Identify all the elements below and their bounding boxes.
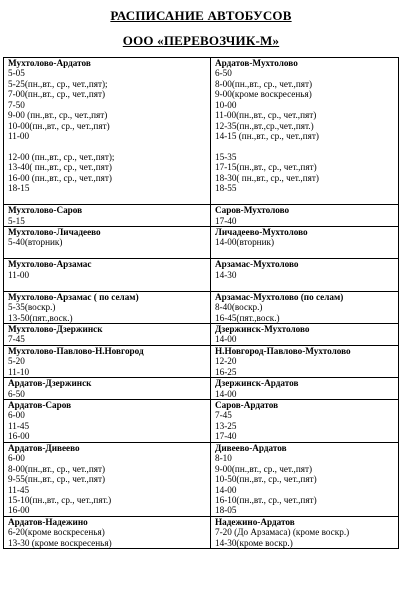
outbound-route-cell bbox=[4, 345, 211, 377]
outbound-route-cell bbox=[4, 291, 211, 323]
route-name: Ардатов-Саров bbox=[8, 400, 72, 410]
departure-time: 11-10 bbox=[8, 366, 30, 377]
route-name: Ардатов-Дивеево bbox=[8, 442, 80, 453]
route-name: Мухтолово-Павлово-Н.Новгород bbox=[8, 345, 144, 356]
route-name: Надежино-Ардатов bbox=[215, 516, 295, 527]
route-name: Дивеево-Ардатов bbox=[215, 442, 287, 453]
departure-time bbox=[8, 142, 210, 152]
departure-time: 18-55 bbox=[215, 183, 237, 194]
departure-time: 10-50(пн.,вт., ср., чет.,пят) bbox=[215, 474, 317, 485]
departure-time: 11-45 bbox=[8, 420, 30, 431]
departure-time: 6-00 bbox=[8, 410, 25, 421]
route-name: Личадеево-Мухтолово bbox=[215, 227, 308, 237]
route-name: Мухтолово-Дзержинск bbox=[8, 323, 103, 334]
route-name: Дзержинск-Ардатов bbox=[215, 378, 299, 389]
departure-time: 7-45 bbox=[215, 410, 232, 421]
return-route-cell bbox=[211, 205, 399, 227]
departure-time: 8-40(воскр.) bbox=[215, 302, 263, 313]
departure-time bbox=[8, 280, 210, 290]
route-row bbox=[4, 442, 399, 516]
route-row bbox=[4, 378, 399, 400]
departure-time bbox=[8, 248, 210, 258]
departure-time: 9-00(пн.,вт., ср., чет.,пят) bbox=[215, 463, 313, 474]
route-row bbox=[4, 205, 399, 227]
departure-time: 6-20(кроме воскресенья) bbox=[8, 527, 105, 538]
departure-time: 18-30( пн.,вт., ср., чет.,пят) bbox=[215, 172, 319, 183]
departure-time: 11-00 bbox=[8, 131, 30, 142]
departure-time: 11-00 bbox=[8, 269, 30, 280]
departure-time bbox=[215, 248, 398, 258]
departure-time: 6-50 bbox=[215, 68, 232, 79]
departure-time: 14-30(кроме воскр.) bbox=[215, 537, 293, 548]
departure-time: 17-40 bbox=[215, 431, 237, 442]
departure-time: 12-20 bbox=[215, 356, 237, 367]
departure-time: 14-00 bbox=[215, 484, 237, 495]
outbound-route-cell bbox=[4, 323, 211, 345]
route-row bbox=[4, 227, 399, 259]
departure-time: 18-15 bbox=[8, 183, 30, 194]
departure-time bbox=[215, 142, 398, 152]
outbound-route-cell bbox=[4, 378, 211, 400]
departure-time: 10-00(пн.,вт., ср., чет.,пят) bbox=[8, 120, 110, 131]
departure-time: 13-40( пн.,вт., ср., чет.,пят) bbox=[8, 162, 112, 173]
departure-time: 7-45 bbox=[8, 334, 25, 345]
departure-time: 5-35(воскр.) bbox=[8, 302, 56, 313]
departure-time: 6-00 bbox=[8, 453, 25, 464]
departure-time: 14-00 bbox=[215, 388, 237, 399]
route-name: Н.Новгород-Павлово-Мухтолово bbox=[215, 345, 351, 356]
departure-time: 14-30 bbox=[215, 269, 237, 280]
return-route-cell bbox=[211, 58, 399, 205]
schedule-title: РАСПИСАНИЕ АВТОБУСОВ bbox=[110, 8, 292, 23]
outbound-route-cell bbox=[4, 400, 211, 443]
route-row bbox=[4, 58, 399, 205]
departure-time: 13-25 bbox=[215, 420, 237, 431]
route-row bbox=[4, 259, 399, 291]
departure-time bbox=[215, 280, 398, 290]
return-route-cell bbox=[211, 227, 399, 259]
departure-time: 16-00 (пн.,вт., ср., чет.,пят) bbox=[8, 172, 112, 183]
return-route-cell bbox=[211, 400, 399, 443]
route-name: Мухтолово-Ардатов bbox=[8, 58, 91, 68]
return-route-cell bbox=[211, 323, 399, 345]
outbound-route-cell bbox=[4, 58, 211, 205]
departure-time: 13-50(пят.,воск.) bbox=[8, 312, 73, 323]
route-name: Арзамас-Мухтолово (по селам) bbox=[215, 291, 344, 302]
departure-time bbox=[215, 194, 398, 204]
departure-time: 16-25 bbox=[215, 366, 237, 377]
outbound-route-cell bbox=[4, 259, 211, 291]
departure-time: 8-10 bbox=[215, 453, 232, 464]
route-name: Саров-Мухтолово bbox=[215, 205, 290, 216]
departure-time: 13-30 (кроме воскресенья) bbox=[8, 537, 112, 548]
departure-time bbox=[8, 194, 210, 204]
return-route-cell bbox=[211, 516, 399, 548]
route-row bbox=[4, 345, 399, 377]
return-route-cell bbox=[211, 259, 399, 291]
schedule-table bbox=[3, 57, 399, 549]
route-row bbox=[4, 516, 399, 548]
outbound-route-cell bbox=[4, 227, 211, 259]
route-name: Саров-Ардатов bbox=[215, 400, 279, 410]
departure-time: 16-10(пн.,вт., ср., чет.,пят) bbox=[215, 494, 317, 505]
departure-time: 5-15 bbox=[8, 215, 25, 226]
return-route-cell bbox=[211, 345, 399, 377]
departure-time: 11-00(пн.,вт., ср., чет.,пят) bbox=[215, 110, 317, 121]
route-name: Ардатов-Дзержинск bbox=[8, 378, 92, 389]
carrier-name: ООО «ПЕРЕВОЗЧИК-М» bbox=[122, 33, 280, 48]
route-row bbox=[4, 400, 399, 443]
route-name: Арзамас-Мухтолово bbox=[215, 259, 299, 270]
departure-time: 6-50 bbox=[8, 388, 25, 399]
outbound-route-cell bbox=[4, 516, 211, 548]
departure-time: 11-45 bbox=[8, 484, 30, 495]
departure-time: 14-00(вторник) bbox=[215, 237, 275, 248]
departure-time: 7-50 bbox=[8, 99, 25, 110]
departure-time: 5-25(пн.,вт., ср., чет.,пят); bbox=[8, 78, 108, 89]
departure-time: 8-00(пн.,вт., ср., чет.,пят) bbox=[215, 78, 313, 89]
departure-time: 14-00 bbox=[215, 334, 237, 345]
departure-time: 9-55(пн.,вт., ср., чет.,пят) bbox=[8, 474, 106, 485]
return-route-cell bbox=[211, 378, 399, 400]
route-name: Мухтолово-Личадеево bbox=[8, 227, 101, 237]
departure-time: 12-00 (пн.,вт., ср., чет.,пят); bbox=[8, 151, 115, 162]
route-name: Мухтолово-Арзамас bbox=[8, 259, 92, 270]
departure-time: 5-05 bbox=[8, 68, 25, 79]
route-name: Дзержинск-Мухтолово bbox=[215, 323, 310, 334]
route-name: Мухтолово-Арзамас ( по селам) bbox=[8, 291, 139, 302]
departure-time: 14-15 (пн.,вт., ср., чет.,пят) bbox=[215, 131, 319, 142]
route-name: Ардатов-Надежино bbox=[8, 516, 88, 527]
departure-time: 5-40(вторник) bbox=[8, 237, 63, 248]
departure-time: 9-00(кроме воскресенья) bbox=[215, 89, 312, 100]
route-name: Ардатов-Мухтолово bbox=[215, 58, 298, 68]
departure-time: 7-20 (До Арзамаса) (кроме воскр.) bbox=[215, 527, 350, 538]
route-row bbox=[4, 291, 399, 323]
departure-time: 9-00 (пн.,вт., ср., чет.,пят) bbox=[8, 110, 108, 121]
departure-time: 16-00 bbox=[8, 505, 30, 516]
outbound-route-cell bbox=[4, 442, 211, 516]
route-name: Мухтолово-Саров bbox=[8, 205, 83, 216]
departure-time: 17-15(пн.,вт., ср., чет.,пят) bbox=[215, 162, 317, 173]
departure-time: 15-35 bbox=[215, 151, 237, 162]
outbound-route-cell bbox=[4, 205, 211, 227]
departure-time: 5-20 bbox=[8, 356, 25, 367]
departure-time: 7-00(пн.,вт., ср., чет.,пят) bbox=[8, 89, 106, 100]
departure-time: 8-00(пн.,вт., ср., чет.,пят) bbox=[8, 463, 106, 474]
route-row bbox=[4, 323, 399, 345]
return-route-cell bbox=[211, 442, 399, 516]
return-route-cell bbox=[211, 291, 399, 323]
departure-time: 10-00 bbox=[215, 99, 237, 110]
departure-time: 15-10(пн.,вт., ср., чет.,пят.) bbox=[8, 494, 112, 505]
departure-time: 18-05 bbox=[215, 505, 237, 516]
departure-time: 16-45(пят.,воск.) bbox=[215, 312, 280, 323]
departure-time: 16-00 bbox=[8, 431, 30, 442]
departure-time: 12-35(пн.,вт.,ср.,чет.,пят.) bbox=[215, 120, 314, 131]
departure-time: 17-40 bbox=[215, 215, 237, 226]
